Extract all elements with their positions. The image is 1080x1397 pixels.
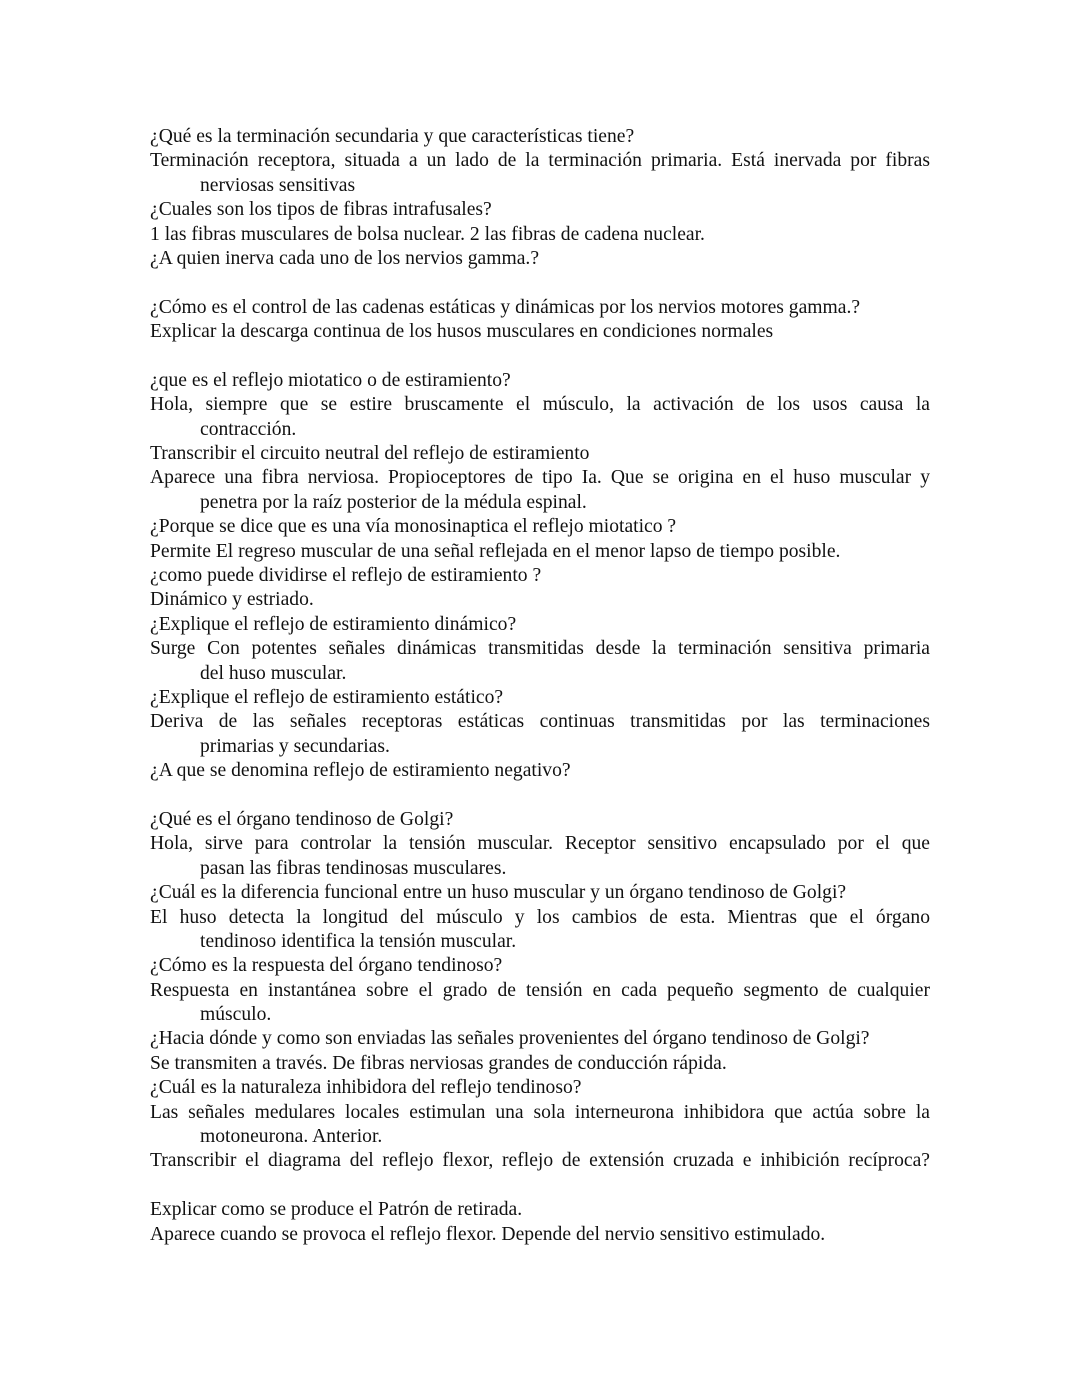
question-line: ¿que es el reflejo miotatico o de estiramiento?: [150, 369, 511, 391]
text-line: El huso detecta la longitud del músculo y los cambios de esta. Mientras que el órgano: [150, 906, 930, 928]
question-line: ¿Cuál es la diferencia funcional entre un huso muscular y un órgano tendinoso de Golgi?: [150, 882, 847, 904]
question-line: ¿Qué es el órgano tendinoso de Golgi?: [150, 808, 454, 830]
blank-line: [150, 1174, 930, 1198]
text-line: Dinámico y estriado.: [150, 589, 314, 611]
text-line: Se transmiten a través. De fibras nerviosas grandes de conducción rápida.: [150, 1052, 727, 1074]
text-line: Surge Con potentes señales dinámicas transmitidas desde la terminación sensitiva primaria: [150, 638, 930, 660]
text-line: Explicar la descarga continua de los husos musculares en condiciones normales: [150, 321, 774, 343]
text-line: penetra por la raíz posterior de la médula espinal.: [200, 491, 587, 513]
text-line: pasan las fibras tendinosas musculares.: [200, 857, 507, 879]
text-line: tendinoso identifica la tensión muscular.: [200, 930, 517, 952]
text-line: primarias y secundarias.: [200, 735, 390, 757]
text-line: Explicar como se produce el Patrón de retirada.: [150, 1199, 523, 1221]
text-line: Permite El regreso muscular de una señal reflejada en el menor lapso de tiempo posible.: [150, 540, 841, 562]
question-line: ¿A que se denomina reflejo de estiramiento negativo?: [150, 760, 571, 782]
text-line: Deriva de las señales receptoras estáticas continuas transmitidas por las terminaciones: [150, 711, 930, 733]
text-line: Aparece una fibra nerviosa. Propioceptores de tipo Ia. Que se origina en el huso muscular y: [150, 467, 930, 489]
question-line: ¿Explique el reflejo de estiramiento dinámico?: [150, 613, 517, 635]
question-line: ¿Hacia dónde y como son enviadas las señales provenientes del órgano tendinoso de Golgi?: [150, 1028, 870, 1050]
blank-line: [150, 784, 930, 808]
blank-line: [150, 345, 930, 369]
question-line: ¿Cuál es la naturaleza inhibidora del reflejo tendinoso?: [150, 1077, 582, 1099]
question-line: ¿Qué es la terminación secundaria y que características tiene?: [150, 126, 635, 147]
question-line: ¿Porque se dice que es una vía monosinaptica el reflejo miotatico ?: [150, 516, 677, 538]
question-line: ¿Cómo es el control de las cadenas estáticas y dinámicas por los nervios motores gamma.?: [150, 296, 861, 318]
document-page: [150, 125, 930, 1247]
text-line: Hola, siempre que se estire bruscamente el músculo, la activación de los usos causa la: [150, 394, 930, 416]
text-line: Respuesta en instantánea sobre el grado de tensión en cada pequeño segmento de cualquier: [150, 979, 930, 1001]
text-line: Aparece cuando se provoca el reflejo flexor. Depende del nervio sensitivo estimulado.: [150, 1223, 826, 1245]
question-line: ¿Explique el reflejo de estiramiento estático?: [150, 686, 504, 708]
text-line: contracción.: [200, 418, 297, 440]
text-line: músculo.: [200, 1004, 272, 1026]
text-line: Hola, sirve para controlar la tensión muscular. Receptor sensitivo encapsulado por el que: [150, 833, 930, 855]
question-line: ¿Cuales son los tipos de fibras intrafusales?: [150, 199, 492, 221]
blank-line: [150, 271, 930, 295]
text-line: motoneurona. Anterior.: [200, 1126, 383, 1148]
text-line: del huso muscular.: [200, 662, 347, 684]
question-line: ¿Cómo es la respuesta del órgano tendinoso?: [150, 955, 503, 977]
text-line: 1 las fibras musculares de bolsa nuclear. 2 las fibras de cadena nuclear.: [150, 223, 705, 245]
text-line: Transcribir el diagrama del reflejo flexor, reflejo de extensión cruzada e inhibición recíproca?: [150, 1150, 930, 1172]
question-line: ¿A quien inerva cada uno de los nervios gamma.?: [150, 247, 540, 269]
text-line: nerviosas sensitivas: [200, 174, 356, 196]
question-line: ¿como puede dividirse el reflejo de estiramiento ?: [150, 565, 542, 587]
text-line: Las señales medulares locales estimulan una sola interneurona inhibidora que actúa sobre la: [150, 1101, 930, 1123]
text-line: Terminación receptora, situada a un lado de la terminación primaria. Está inervada por fibras: [150, 150, 930, 172]
text-line: Transcribir el circuito neutral del reflejo de estiramiento: [150, 443, 590, 465]
